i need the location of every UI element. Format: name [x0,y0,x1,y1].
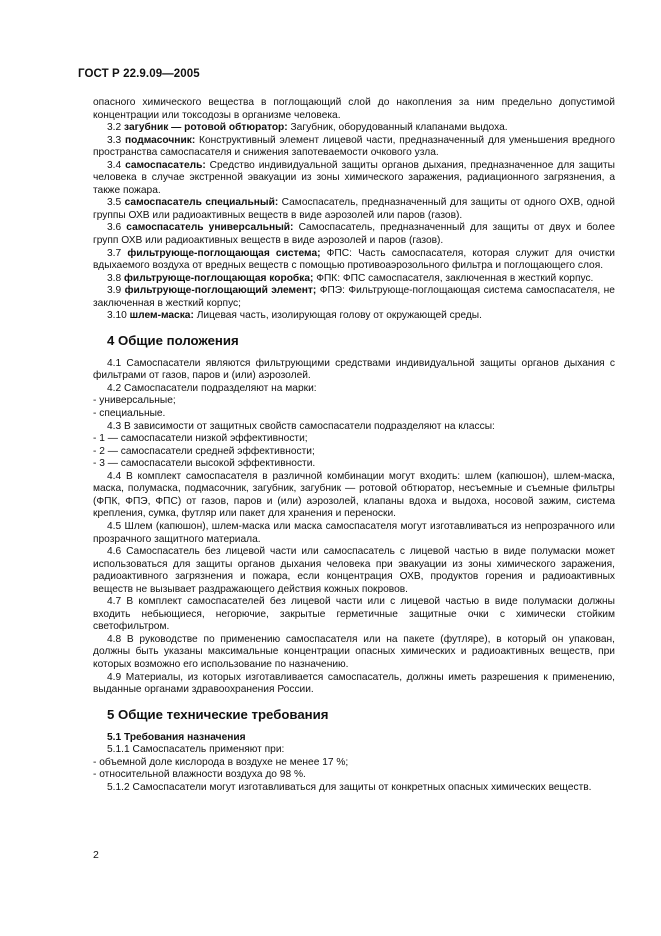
definition-text: Конструктивный элемент лицевой части, предназначенный для уменьшения вредного пространства самоспасателя и снижения запотеваемости очкового узла. [93,134,615,159]
definition-text: Самоспасатель, предназначенный для защиты от одного ОХВ, одной группы ОХВ или радиоактивных веществ в виде аэрозолей или паров (газов). [93,197,615,221]
section-5-heading: 5 Общие технические требования [107,706,329,722]
section-4-heading: 4 Общие положения [107,332,239,348]
clause-number: 3.6 [107,222,122,234]
subsection-5-1-heading: 5.1 Требования назначения [107,731,246,743]
term: подмасочник: [124,134,196,146]
definition-3-9 [93,285,615,310]
clause-number: 3.4 [107,159,122,171]
clause-4-7: 4.7 В комплект самоспасателей без лицевой части или с лицевой частью в виде полумаски должны входить небьющиеся, негорючие, закрытые герметичные защитные очки с химически стойким светофильтром. [93,596,615,633]
page-body [93,97,615,794]
definition-text: Самоспасатель, предназначенный для защиты от двух и более групп ОХВ или радиоактивных веществ в виде аэрозолей и паров (газов). [93,222,615,247]
clause-number: 3.8 [107,272,122,284]
clause-4-2: 4.2 Самоспасатели подразделяют на марки: [107,382,317,394]
term: самоспасатель специальный: [124,197,279,209]
definition-text: ФПК: ФПС самоспасателя, заключенная в жесткий корпус. [316,272,594,284]
clause-5-1-2: 5.1.2 Самоспасатели могут изготавливаться для защиты от конкретных опасных химических веществ. [107,781,592,793]
definition-text: ФПЭ: Фильтрующе-поглощающая система самоспасателя, не заключенная в жесткий корпус; [93,285,615,309]
term: самоспасатель универсальный: [126,222,294,234]
clause-number: 3.5 [107,197,122,209]
definition-text: Средство индивидуальной защиты органов дыхания, предназначенное для защиты человека в случае экстренной эвакуации из зоны химического заражения, радиационного загрязнения, а также пожара. [93,159,615,196]
clause-number: 3.2 [107,122,122,134]
continued-paragraph: опасного химического вещества в поглощающий слой до накопления за ним предельно допустимой концентрации или токсодозы в организме человека. [93,97,615,121]
clause-number: 3.10 [107,310,127,322]
list-item: - универсальные; [93,395,176,407]
clause-number: 3.3 [107,134,122,146]
definition-3-8 [93,273,615,286]
list-item: - 3 — самоспасатели высокой эффективности. [93,458,316,470]
definition-3-6 [93,222,615,247]
term: фильтрующе-поглощающая коробка; [124,272,314,284]
clause-4-1: 4.1 Самоспасатели являются фильтрующими средствами индивидуальной защиты органов дыхания с фильтрами от газов, паров и (или) аэрозолей. [93,357,615,382]
list-item: - 2 — самоспасатели средней эффективности; [93,445,315,457]
clause-number: 3.7 [107,247,122,259]
clause-5-1-1: 5.1.1 Самоспасатель применяют при: [107,744,285,756]
term: самоспасатель: [125,159,206,171]
list-item: - специальные. [93,408,166,420]
list-item: - относительной влажности воздуха до 98 %. [93,769,306,781]
definition-3-3 [93,135,615,160]
term: фильтрующе-поглощающая система; [127,247,321,259]
term: шлем-маска: [129,310,194,322]
term: фильтрующе-поглощающий элемент; [124,285,317,297]
definition-text: Лицевая часть, изолирующая голову от окружающей среды. [196,310,482,322]
definition-text: Загубник, оборудованный клапанами выдоха. [290,122,508,134]
list-item: - 1 — самоспасатели низкой эффективности; [93,433,308,445]
page-number: 2 [93,849,99,861]
clause-number: 3.9 [107,285,122,297]
definition-3-5 [93,197,615,222]
clause-4-4: 4.4 В комплект самоспасателя в различной комбинации могут входить: шлем (капюшон), шлем-маска, маска, полумаска, подмасочник, загубник, загубник — ротовой обтюратор, несъемные и съемные фильтры (ФПК, ФПЭ, ФПС) от газов, паров и (или) аэрозолей, клапаны вдоха и выдоха, носовой зажим, система крепления, сумка, футляр или пакет для хранения и переноски. [93,470,615,520]
page-header: ГОСТ Р 22.9.09—2005 [78,68,200,80]
definition-3-10 [93,310,615,323]
clause-4-9: 4.9 Материалы, из которых изготавливается самоспасатель, должны иметь разрешения к применению, выданные органами здравоохранения России. [93,671,615,696]
clause-4-8: 4.8 В руководстве по применению самоспасателя или на пакете (футляре), в который он упакован, должны быть указаны максимальные концентрации опасных химических и радиоактивных веществ, при которых возможно его использование по назначению. [93,633,615,670]
list-item: - объемной доле кислорода в воздухе не менее 17 %; [93,756,349,768]
clause-4-5: 4.5 Шлем (капюшон), шлем-маска или маска самоспасателя могут изготавливаться из непрозрачного или прозрачного защитного материала. [93,520,615,545]
term: загубник — ротовой обтюратор: [124,122,288,134]
definition-3-2 [93,122,615,135]
clause-4-3: 4.3 В зависимости от защитных свойств самоспасатели подразделяют на классы: [107,420,495,432]
clause-4-6: 4.6 Самоспасатель без лицевой части или самоспасатель с лицевой частью в виде полумаски может использоваться для защиты органов дыхания человека при эвакуации из зоны химического заражения, радиоактивного загрязнения и пожара, если концентрация ОХВ, продуктов горения и радиоактивных веществ не вызывает раздражающего действия кожных покровов. [93,546,615,595]
definition-3-4 [93,160,615,198]
definition-text: ФПС: Часть самоспасателя, которая служит для очистки вдыхаемого воздуха от вредных веществ с помощью противоаэрозольного фильтра и поглощающего слоя. [93,247,615,272]
definition-3-7 [93,248,615,273]
